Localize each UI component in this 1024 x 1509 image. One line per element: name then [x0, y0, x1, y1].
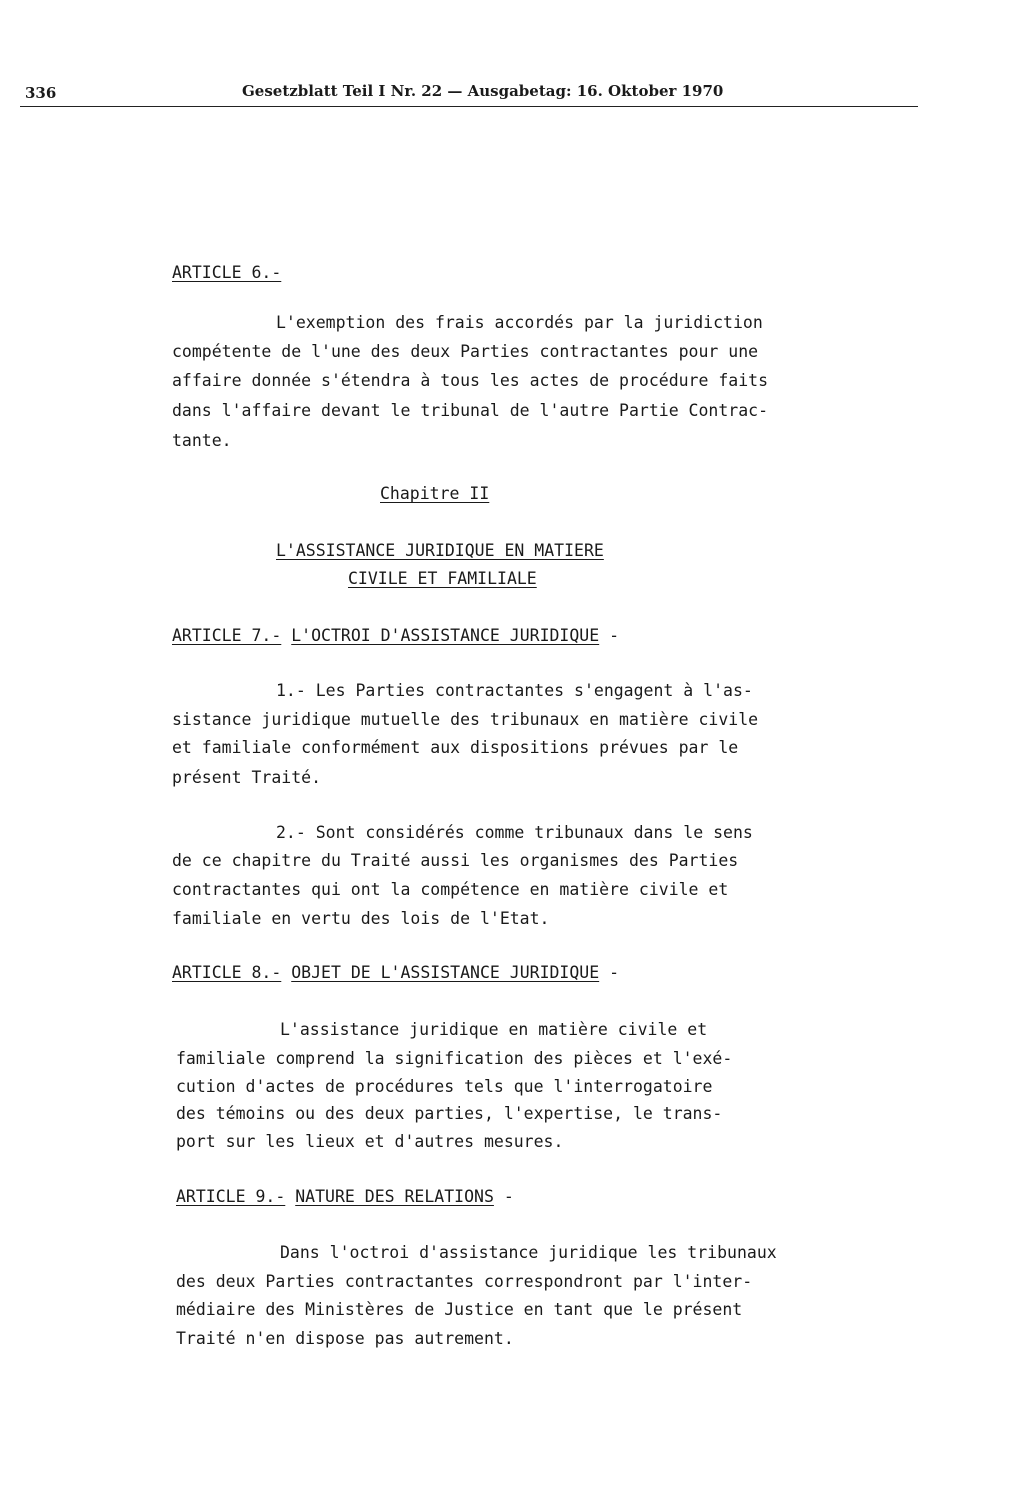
- page-header: [20, 82, 918, 107]
- article-8-line: port sur les lieux et d'autres mesures.: [176, 1132, 564, 1151]
- article-7-para1-line: et familiale conformément aux dispositions prévues par le: [172, 738, 739, 757]
- article-7-para1-line: 1.- Les Parties contractantes s'engagent à l'as-: [276, 681, 753, 700]
- article-9-line: des deux Parties contractantes correspondront par l'inter-: [176, 1272, 753, 1291]
- article-8-line: cution d'actes de procédures tels que l'interrogatoire: [176, 1077, 713, 1096]
- article-9-heading-row: [176, 1187, 514, 1207]
- article-6-line: L'exemption des frais accordés par la juridiction: [276, 313, 763, 332]
- article-6-line: affaire donnée s'étendra à tous les actes de procédure faits: [172, 371, 769, 390]
- article-6-heading: ARTICLE 6.-: [172, 263, 282, 282]
- article-7-heading: ARTICLE 7.-: [172, 626, 282, 645]
- article-8-dash: -: [609, 963, 620, 982]
- article-7-para2-line: contractantes qui ont la compétence en matière civile et: [172, 880, 729, 899]
- article-8-title: OBJET DE L'ASSISTANCE JURIDIQUE: [291, 963, 600, 982]
- article-7-para1-line: sistance juridique mutuelle des tribunaux en matière civile: [172, 710, 759, 729]
- article-7-dash: -: [609, 626, 620, 645]
- article-7-title: L'OCTROI D'ASSISTANCE JURIDIQUE: [291, 626, 600, 645]
- article-9-line: Traité n'en dispose pas autrement.: [176, 1329, 514, 1348]
- article-9-dash: -: [503, 1187, 514, 1206]
- article-6-line: compétente de l'une des deux Parties contractantes pour une: [172, 342, 759, 361]
- article-8-heading-row: [172, 963, 619, 983]
- chapter-subtitle-line2: CIVILE ET FAMILIALE: [348, 569, 537, 588]
- article-9-title: NATURE DES RELATIONS: [295, 1187, 494, 1206]
- article-8-heading: ARTICLE 8.-: [172, 963, 282, 982]
- chapter-title: Chapitre II: [380, 484, 490, 503]
- article-8-line: des témoins ou des deux parties, l'expertise, le trans-: [176, 1104, 723, 1123]
- chapter-subtitle-line1: L'ASSISTANCE JURIDIQUE EN MATIERE: [276, 541, 604, 560]
- page-number: 336: [25, 84, 57, 102]
- article-9-line: Dans l'octroi d'assistance juridique les tribunaux: [280, 1243, 777, 1262]
- article-6-line: tante.: [172, 431, 232, 450]
- article-9-heading: ARTICLE 9.-: [176, 1187, 286, 1206]
- article-7-heading-row: [172, 626, 619, 646]
- article-7-para2-line: familiale en vertu des lois de l'Etat.: [172, 909, 550, 928]
- article-7-para1-line: présent Traité.: [172, 768, 322, 787]
- running-head: Gesetzblatt Teil I Nr. 22 — Ausgabetag: 16. Oktober 1970: [242, 82, 724, 100]
- article-8-line: L'assistance juridique en matière civile et: [280, 1020, 708, 1039]
- article-7-para2-line: de ce chapitre du Traité aussi les organismes des Parties: [172, 851, 739, 870]
- article-6-line: dans l'affaire devant le tribunal de l'autre Partie Contrac-: [172, 401, 769, 420]
- article-7-para2-line: 2.- Sont considérés comme tribunaux dans le sens: [276, 823, 753, 842]
- article-8-line: familiale comprend la signification des pièces et l'exé-: [176, 1049, 733, 1068]
- article-9-line: médiaire des Ministères de Justice en tant que le présent: [176, 1300, 743, 1319]
